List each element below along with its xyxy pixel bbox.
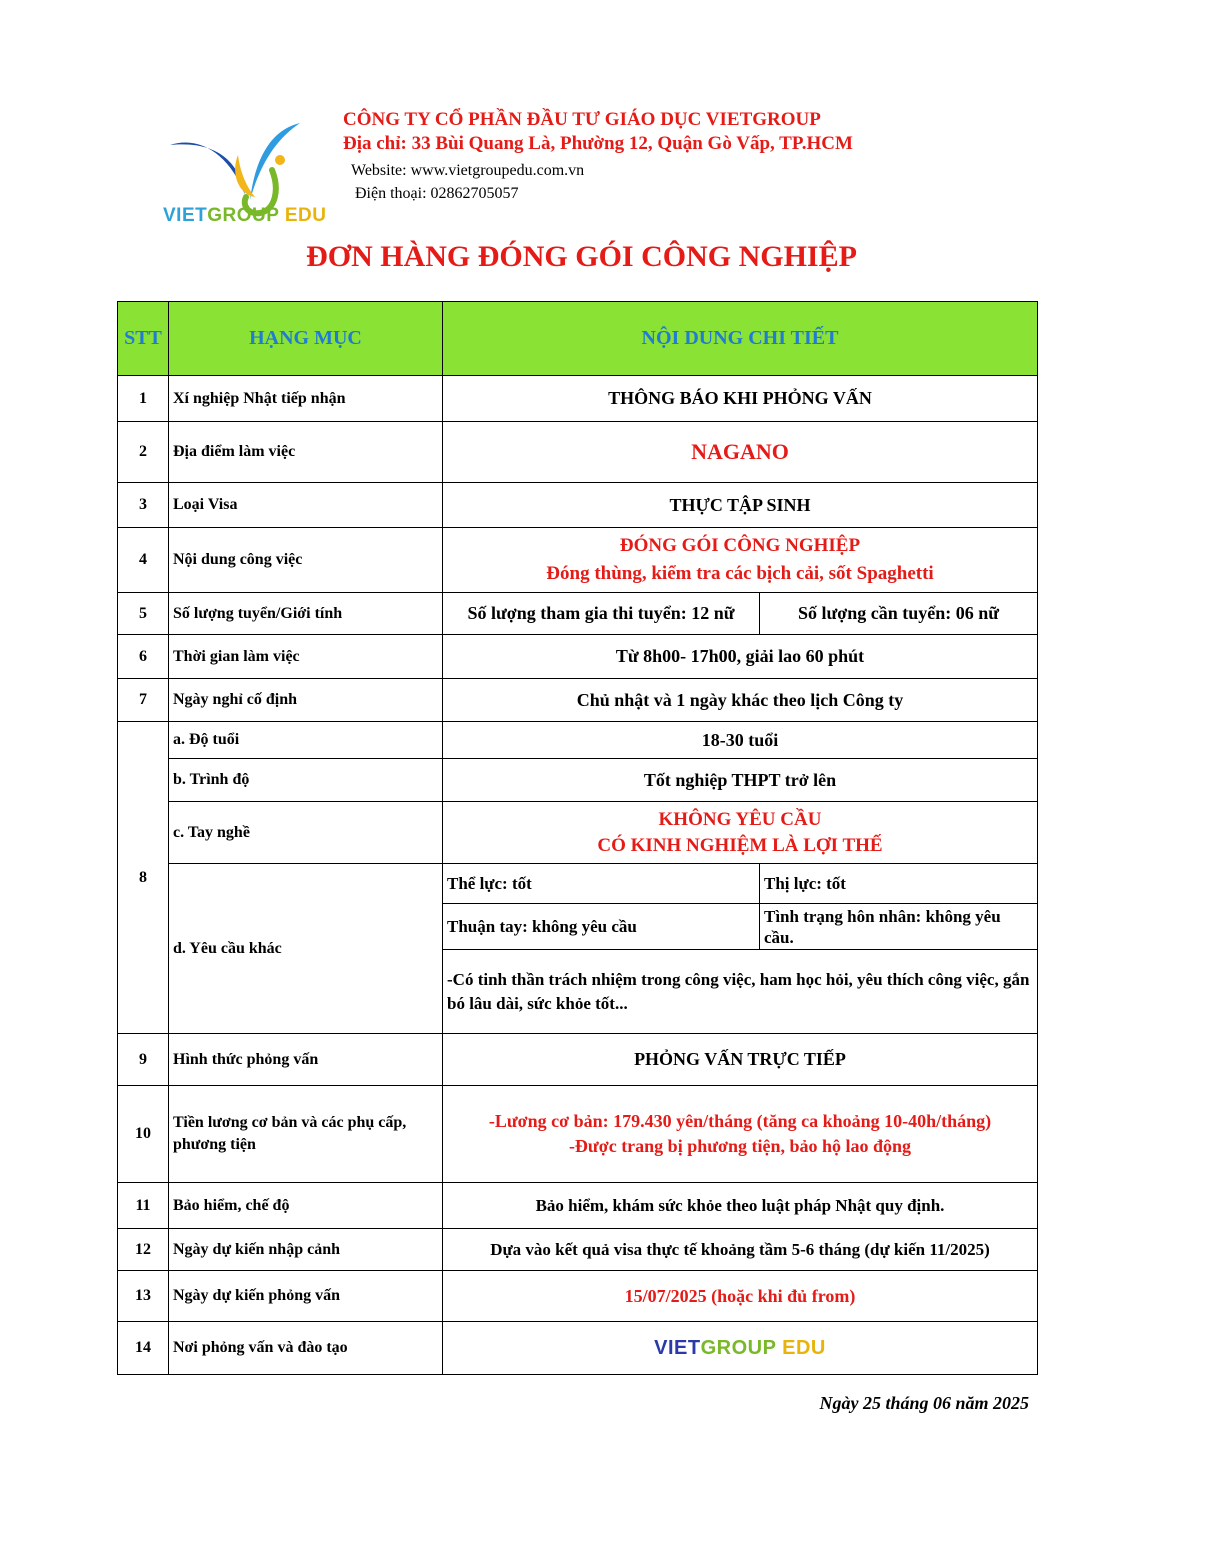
fitness-requirement: Thể lực: tốt: [443, 864, 760, 904]
company-address: Địa chỉ: 33 Bùi Quang Là, Phường 12, Quận Gò Vấp, TP.HCM: [343, 133, 853, 154]
row-number: 5: [118, 593, 169, 635]
row-label: Thời gian làm việc: [169, 635, 443, 679]
row-value: Tốt nghiệp THPT trở lên: [443, 759, 1038, 802]
row-value: [443, 528, 1038, 593]
row-label: Tiền lương cơ bản và các phụ cấp, phương tiện: [169, 1086, 443, 1183]
header-details: NỘI DUNG CHI TIẾT: [443, 302, 1038, 376]
row-value: Từ 8h00- 17h00, giải lao 60 phút: [443, 635, 1038, 679]
table-row: [118, 593, 1038, 635]
job-description: Đóng thùng, kiểm tra các bịch cải, sốt Spaghetti: [546, 563, 934, 584]
header-stt: STT: [118, 302, 169, 376]
row-label: d. Yêu cầu khác: [169, 864, 443, 1034]
row-value: THỰC TẬP SINH: [443, 483, 1038, 528]
row-number: 2: [118, 422, 169, 483]
row-label: Nội dung công việc: [169, 528, 443, 593]
table-row: [118, 679, 1038, 722]
marital-requirement: Tình trạng hôn nhân: không yêu cầu.: [760, 904, 1038, 950]
table-row: [118, 1183, 1038, 1229]
row-number: 6: [118, 635, 169, 679]
row-value: THÔNG BÁO KHI PHỎNG VẤN: [443, 376, 1038, 422]
row-value: 18-30 tuổi: [443, 722, 1038, 759]
applicants-count: Số lượng tham gia thi tuyển: 12 nữ: [443, 593, 760, 635]
row-label: Địa điểm làm việc: [169, 422, 443, 483]
job-order-table: [117, 301, 1038, 1375]
table-row: [118, 483, 1038, 528]
row-label: Hình thức phỏng vấn: [169, 1034, 443, 1086]
row-value: NAGANO: [443, 422, 1038, 483]
row-number: 11: [118, 1183, 169, 1229]
table-row: [118, 1322, 1038, 1375]
row-value: Chủ nhật và 1 ngày khác theo lịch Công ty: [443, 679, 1038, 722]
header-category: HẠNG MỤC: [169, 302, 443, 376]
row-value: PHỎNG VẤN TRỰC TIẾP: [443, 1034, 1038, 1086]
table-row: [118, 528, 1038, 593]
table-row: [118, 1086, 1038, 1183]
handedness-requirement: Thuận tay: không yêu cầu: [443, 904, 760, 950]
row-number: 8: [118, 722, 169, 1034]
row-label: b. Trình độ: [169, 759, 443, 802]
row-value: Dựa vào kết quả visa thực tế khoảng tầm 5-6 tháng (dự kiến 11/2025): [443, 1229, 1038, 1271]
row-label: Bảo hiểm, chế độ: [169, 1183, 443, 1229]
row-label: Ngày dự kiến nhập cảnh: [169, 1229, 443, 1271]
company-phone: Điện thoại: 02862705057: [355, 185, 519, 202]
page-title: ĐƠN HÀNG ĐÓNG GÓI CÔNG NGHIỆP: [306, 240, 857, 273]
row-number: 10: [118, 1086, 169, 1183]
table-row: [118, 376, 1038, 422]
row-value: 15/07/2025 (hoặc khi đủ from): [443, 1271, 1038, 1322]
row-value: Bảo hiểm, khám sức khỏe theo luật pháp Nhật quy định.: [443, 1183, 1038, 1229]
company-website: Website: www.vietgroupedu.com.vn: [351, 162, 585, 179]
row-number: 14: [118, 1322, 169, 1375]
other-requirements: -Có tinh thần trách nhiệm trong công việc, ham học hỏi, yêu thích công việc, gắn bó lâu dài, sức khỏe tốt...: [443, 950, 1038, 1034]
row-number: 7: [118, 679, 169, 722]
table-row: [118, 1229, 1038, 1271]
table-row: [118, 1034, 1038, 1086]
table-row: [118, 864, 1038, 904]
table-row: [118, 1271, 1038, 1322]
row-label: Ngày dự kiến phỏng vấn: [169, 1271, 443, 1322]
equipment-benefits: -Được trang bị phương tiện, bảo hộ lao động: [568, 1136, 912, 1156]
row-number: 13: [118, 1271, 169, 1322]
table-row: [118, 722, 1038, 759]
row-label: Số lượng tuyển/Giới tính: [169, 593, 443, 635]
row-label: Nơi phỏng vấn và đào tạo: [169, 1322, 443, 1375]
table-row: [118, 422, 1038, 483]
basic-salary: -Lương cơ bản: 179.430 yên/tháng (tăng ca khoảng 10-40h/tháng): [488, 1111, 992, 1131]
table-row: [118, 759, 1038, 802]
company-name: CÔNG TY CỔ PHẦN ĐẦU TƯ GIÁO DỤC VIETGROUP: [343, 109, 821, 130]
row-label: Xí nghiệp Nhật tiếp nhận: [169, 376, 443, 422]
hiring-count: Số lượng cần tuyển: 06 nữ: [760, 593, 1038, 635]
skill-advantage: CÓ KINH NGHIỆM LÀ LỢI THẾ: [597, 834, 883, 856]
row-label: a. Độ tuổi: [169, 722, 443, 759]
row-number: 1: [118, 376, 169, 422]
company-logo-text: VIETGROUP EDU: [163, 205, 327, 226]
row-number: 9: [118, 1034, 169, 1086]
row-number: 12: [118, 1229, 169, 1271]
table-row: [118, 635, 1038, 679]
issue-date: Ngày 25 tháng 06 năm 2025: [819, 1393, 1029, 1413]
row-value: [443, 1086, 1038, 1183]
skill-requirement: KHÔNG YÊU CẦU: [658, 808, 822, 830]
table-row: [118, 802, 1038, 864]
row-value: [443, 802, 1038, 864]
row-number: 4: [118, 528, 169, 593]
row-label: Ngày nghỉ cố định: [169, 679, 443, 722]
row-label: Loại Visa: [169, 483, 443, 528]
training-center-logo: VIETGROUP EDU: [443, 1322, 1038, 1375]
row-label: c. Tay nghề: [169, 802, 443, 864]
job-title: ĐÓNG GÓI CÔNG NGHIỆP: [619, 535, 861, 556]
row-number: 3: [118, 483, 169, 528]
table-header-row: [118, 302, 1038, 376]
eyesight-requirement: Thị lực: tốt: [760, 864, 1038, 904]
